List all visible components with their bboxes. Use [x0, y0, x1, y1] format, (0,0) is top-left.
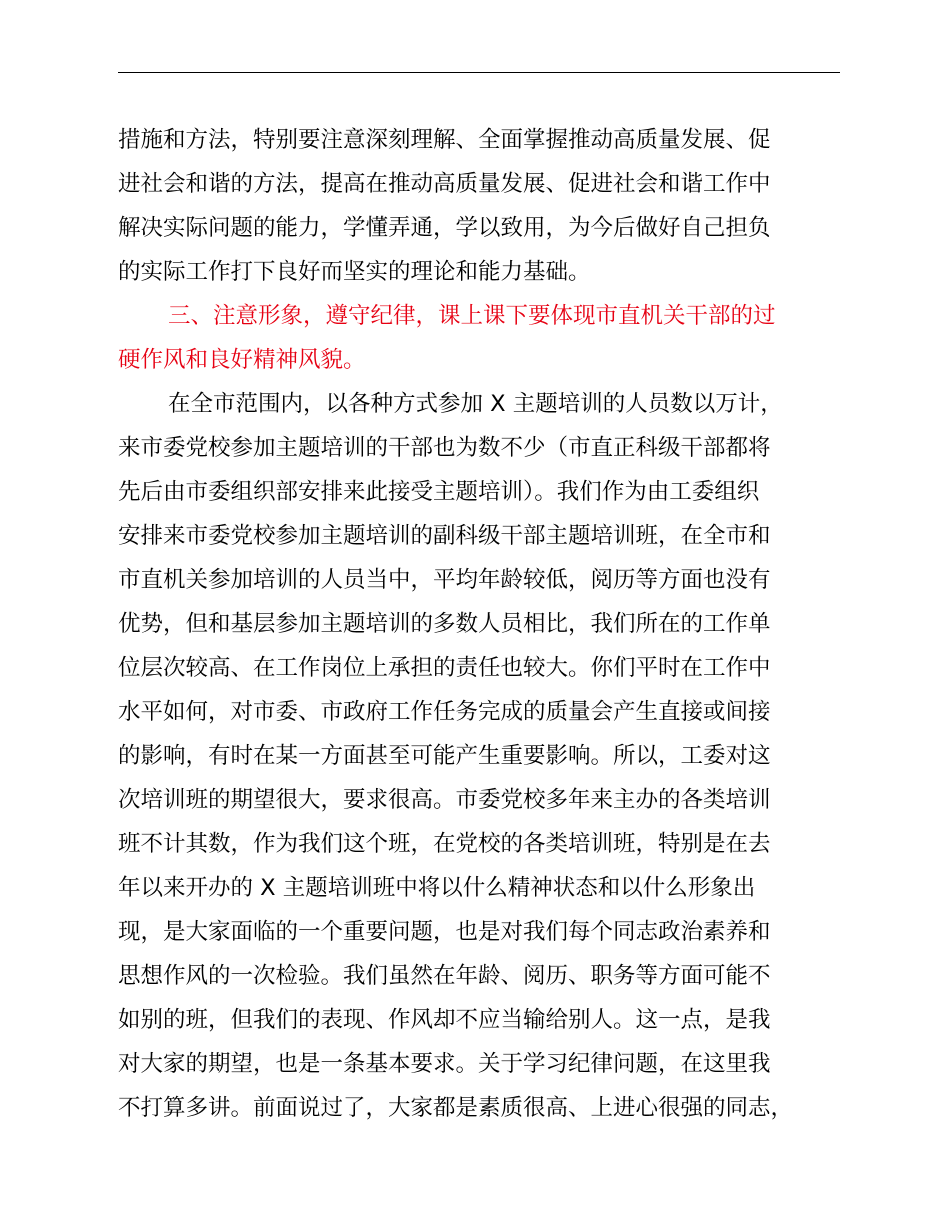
paragraph-3-line-3: 先后由市委组织部安排来此接受主题培训）。我们作为由工委组织	[118, 479, 760, 505]
section-heading-line-1: 三、注意形象，遵守纪律，课上课下要体现市直机关干部的过	[168, 303, 776, 329]
section-heading-line-2: 硬作风和良好精神风貌。	[118, 347, 366, 373]
paragraph-3-line-16: 对大家的期望，也是一条基本要求。关于学习纪律问题，在这里我	[118, 1051, 771, 1077]
paragraph-1-line-2: 进社会和谐的方法，提高在推动高质量发展、促进社会和谐工作中	[118, 171, 771, 197]
paragraph-3-line-15: 如别的班，但我们的表现、作风却不应当输给别人。这一点，是我	[118, 1007, 771, 1033]
paragraph-3-line-14: 思想作风的一次检验。我们虽然在年龄、阅历、职务等方面可能不	[118, 963, 771, 989]
paragraph-3-line-5: 市直机关参加培训的人员当中，平均年龄较低，阅历等方面也没有	[118, 567, 771, 593]
paragraph-3-line-4: 安排来市委党校参加主题培训的副科级干部主题培训班，在全市和	[118, 523, 771, 549]
paragraph-3-line-12: 年以来开办的 X 主题培训班中将以什么精神状态和以什么形象出	[118, 875, 756, 901]
document-body	[118, 118, 840, 1130]
paragraph-3-line-7: 位层次较高、在工作岗位上承担的责任也较大。你们平时在工作中	[118, 655, 771, 681]
paragraph-1-line-1: 措施和方法，特别要注意深刻理解、全面掌握推动高质量发展、促	[118, 127, 771, 153]
paragraph-3-line-17: 不打算多讲。前面说过了，大家都是素质很高、上进心很强的同志，	[118, 1095, 794, 1121]
paragraph-1-line-3: 解决实际问题的能力，学懂弄通，学以致用，为今后做好自己担负	[118, 215, 771, 241]
paragraph-3-line-10: 次培训班的期望很大，要求很高。市委党校多年来主办的各类培训	[118, 787, 771, 813]
paragraph-3-line-13: 现，是大家面临的一个重要问题，也是对我们每个同志政治素养和	[118, 919, 771, 945]
paragraph-3-line-1: 在全市范围内，以各种方式参加 X 主题培训的人员数以万计，	[168, 391, 783, 417]
paragraph-3-line-6: 优势，但和基层参加主题培训的多数人员相比，我们所在的工作单	[118, 611, 771, 637]
paragraph-3-line-9: 的影响，有时在某一方面甚至可能产生重要影响。所以，工委对这	[118, 743, 771, 769]
paragraph-1-line-4: 的实际工作打下良好而坚实的理论和能力基础。	[118, 259, 591, 285]
paragraph-3-line-8: 水平如何，对市委、市政府工作任务完成的质量会产生直接或间接	[118, 699, 771, 725]
paragraph-3-line-11: 班不计其数，作为我们这个班，在党校的各类培训班，特别是在去	[118, 831, 771, 857]
header-rule	[118, 72, 840, 73]
paragraph-3-line-2: 来市委党校参加主题培训的干部也为数不少（市直正科级干部都将	[118, 435, 771, 461]
